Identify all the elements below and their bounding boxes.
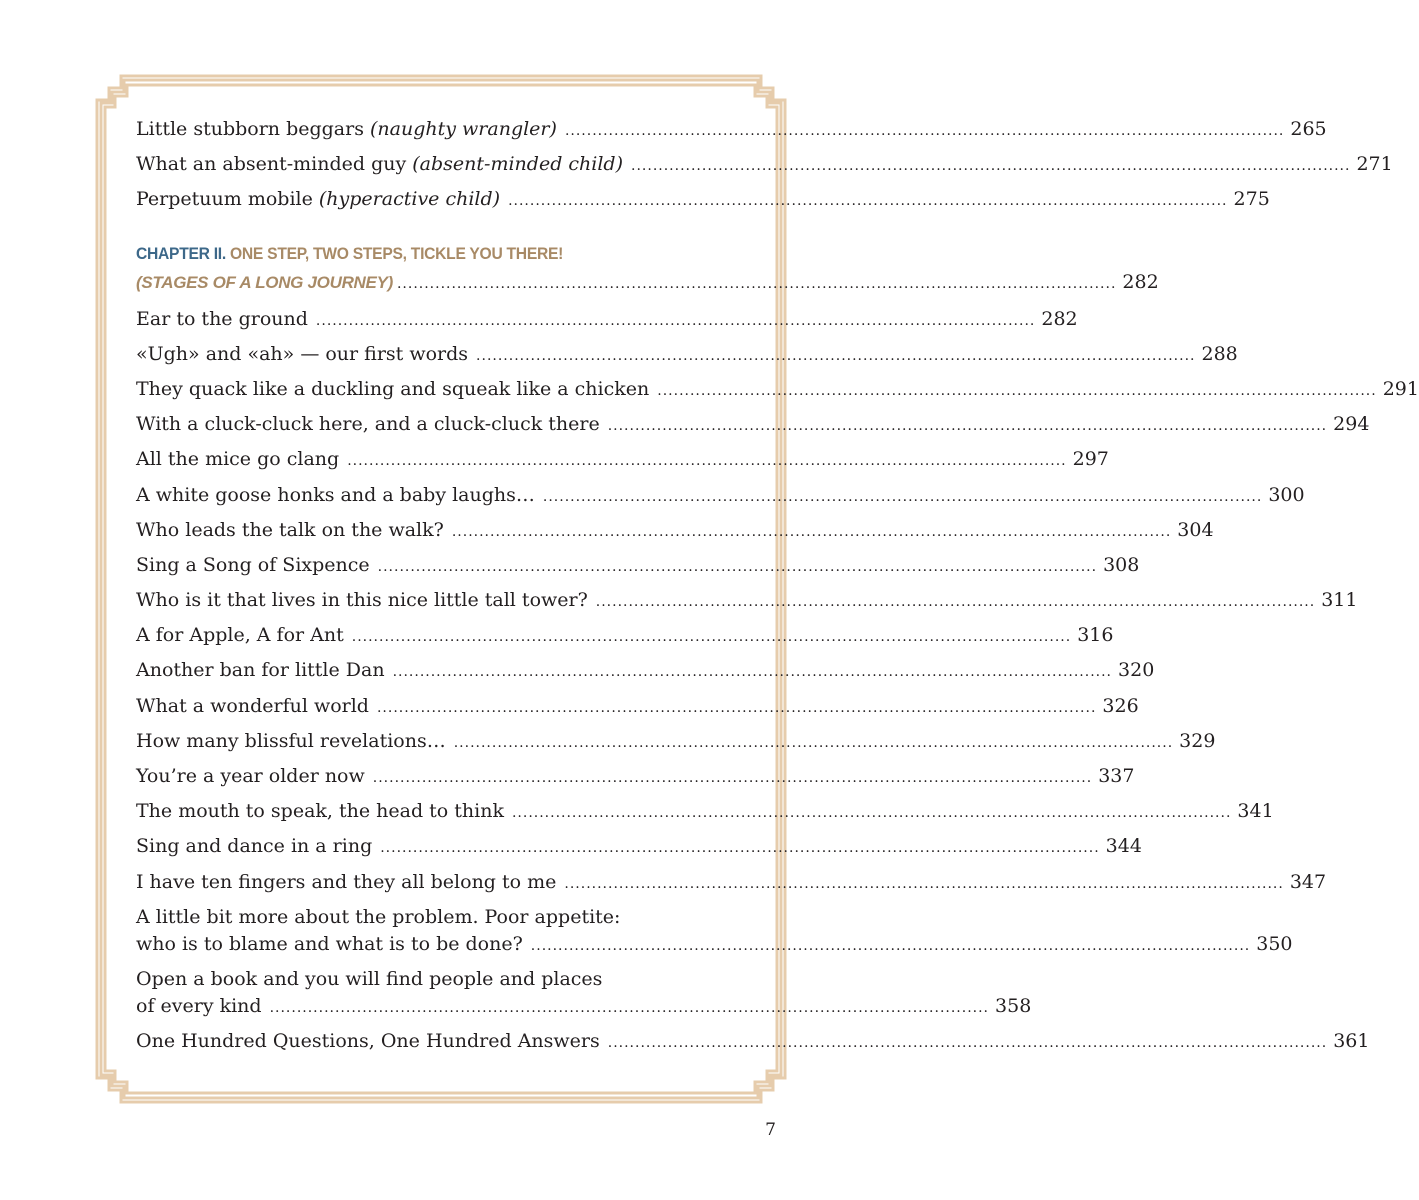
dot-leader: .................................................................................................................................... [657,382,1377,399]
chapter-subtitle: (STAGES OF A LONG JOURNEY) [136,272,393,292]
toc-entry-page: 271 [1356,153,1393,176]
toc-entry[interactable] [136,341,1238,376]
toc-entry-title: Ear to the ground [136,307,308,330]
toc-entry-page: 291 [1382,377,1419,400]
toc-entry-title: Who is it that lives in this nice little tall tower? [136,589,588,612]
toc-entry-page: 344 [1105,835,1142,858]
dot-leader: .................................................................................................................................... [376,699,1097,716]
toc-entry[interactable] [136,446,1109,481]
dot-leader: .................................................................................................................................... [347,453,1067,470]
dot-leader: .................................................................................................................................... [530,937,1251,954]
dot-leader: .................................................................................................................................... [315,312,1036,329]
toc-entry-title: With a cluck-cluck here, and a cluck-cluck there [136,413,600,436]
dot-leader: .................................................................................................................................... [351,629,1072,646]
toc-entry-subtitle: (absent-minded child) [412,153,624,176]
toc-entry[interactable] [136,622,1114,657]
toc-entry[interactable] [136,517,1214,552]
toc-entry-page: 304 [1177,518,1214,541]
dot-leader: .................................................................................................................................... [631,158,1351,175]
dot-leader: .................................................................................................................................... [542,488,1263,505]
toc-entry[interactable] [136,552,1140,587]
toc-entry-page: 361 [1333,1029,1370,1052]
toc-entry-subtitle: (naughty wrangler) [370,118,557,140]
toc-entry-page: 329 [1179,729,1216,752]
dot-leader: .................................................................................................................................... [607,1034,1328,1051]
dot-leader: .................................................................................................................................... [380,840,1100,857]
dot-leader: .................................................................................................................................... [372,770,1093,786]
toc-entry-title: «Ugh» and «ah» — our first words [136,342,469,365]
toc-entry[interactable] [136,411,1370,446]
toc-entry[interactable] [136,186,1270,221]
toc-entry[interactable] [136,798,1274,833]
dot-leader: .................................................................................................................................... [564,875,1284,892]
toc-entry-title: Who leads the talk on the walk? [136,518,444,541]
toc-entry[interactable] [136,869,1327,904]
toc-entry-page: 320 [1118,659,1155,682]
toc-entry-title: Another ban for little Dan [136,659,385,682]
toc-entry-title: I have ten fingers and they all belong to me [136,870,557,893]
toc-entry[interactable] [136,833,1142,868]
toc-entry[interactable] [136,763,1135,798]
toc-entry[interactable] [136,587,1358,622]
dot-leader: .................................................................................................................................... [453,734,1174,751]
dot-leader: .................................................................................................................................... [607,418,1328,435]
toc-entry-page: 294 [1333,413,1370,436]
chapter-separator: . [221,243,231,263]
toc-entry[interactable] [136,376,1419,411]
dot-leader: .................................................................................................................................... [508,193,1228,210]
table-of-contents [136,116,1419,1063]
toc-entry-page: 300 [1268,483,1305,506]
toc-entries-list [136,306,1419,904]
toc-entry-title: You’re a year older now [136,765,365,787]
toc-entry-title: All the mice go clang [136,448,340,471]
toc-entry-title: They quack like a duckling and squeak like a chicken [136,377,650,400]
toc-entry[interactable] [136,657,1155,692]
dot-leader: .................................................................................................................................... [269,999,990,1016]
toc-entry-title: What a wonderful world [136,694,369,717]
toc-entry-page: 265 [1290,118,1327,140]
toc-entry-page: 347 [1289,870,1327,893]
toc-entry[interactable] [136,1028,1370,1063]
chapter-page: 282 [1122,270,1159,293]
toc-entry-page: 350 [1256,932,1293,955]
toc-entry-title: Perpetuum mobile [136,188,319,211]
toc-entry-page: 316 [1077,624,1114,647]
toc-entry[interactable] [136,904,1293,958]
toc-entry[interactable] [136,966,1032,1020]
toc-entry[interactable] [136,482,1305,517]
toc-entry-title: The mouth to speak, the head to think [136,800,504,823]
toc-entry-title: A for Apple, A for Ant [136,624,344,647]
toc-entry-title-line1: A little bit more about the problem. Poor appetite: [136,905,621,928]
toc-entry-page: 326 [1102,694,1139,717]
chapter-subtitle-row[interactable] [136,270,1159,301]
toc-entry-title: One Hundred Questions, One Hundred Answers [136,1029,600,1052]
toc-entry-title: Sing a Song of Sixpence [136,553,370,576]
toc-entry-page: 275 [1233,188,1270,211]
dot-leader: .................................................................................................................................... [511,805,1232,822]
dot-leader: .................................................................................................................................... [377,558,1098,575]
toc-entry-title: Sing and dance in a ring [136,835,373,858]
toc-entry[interactable] [136,728,1216,763]
toc-entry-title: What an absent-minded guy [136,153,413,176]
toc-entry-title: Little stubborn beggars [136,118,371,140]
toc-entry-page: 358 [995,994,1032,1017]
chapter-title: ONE STEP, TWO STEPS, TICKLE YOU THERE! [230,243,564,263]
toc-entry[interactable] [136,116,1327,151]
toc-entry-page: 341 [1237,800,1274,823]
toc-entry-page: 297 [1072,448,1109,471]
toc-entry-title: How many blissful revelations… [136,729,446,752]
chapter-heading[interactable] [136,240,687,267]
page-number: 7 [765,1120,776,1140]
toc-entry-page: 282 [1041,307,1078,330]
toc-entry[interactable] [136,693,1139,728]
toc-entry-page: 337 [1098,765,1135,787]
dot-leader: .................................................................................................................................... [595,594,1316,611]
toc-entry-subtitle: (hyperactive child) [318,188,501,211]
toc-entry-title: A white goose honks and a baby laughs… [136,483,535,506]
dot-leader: .................................................................................................................................... [392,664,1113,681]
toc-entry[interactable] [136,151,1393,186]
dot-leader: .................................................................................................................................... [476,347,1196,364]
toc-entry-title-line2: of every kind [136,994,262,1017]
dot-leader: .................................................................................................................................... [564,123,1285,139]
dot-leader: .................................................................................................................................... [451,523,1172,540]
toc-entry-title-line1: Open a book and you will find people and places [136,967,603,990]
toc-entry-page: 311 [1321,589,1358,612]
toc-entry[interactable] [136,306,1078,341]
dot-leader: .................................................................................................................................... [396,275,1117,292]
toc-entry-title-line2: who is to blame and what is to be done? [136,932,523,955]
toc-entry-page: 308 [1103,553,1140,576]
toc-entry-page: 288 [1201,342,1238,365]
chapter-label: CHAPTER II [136,243,222,263]
